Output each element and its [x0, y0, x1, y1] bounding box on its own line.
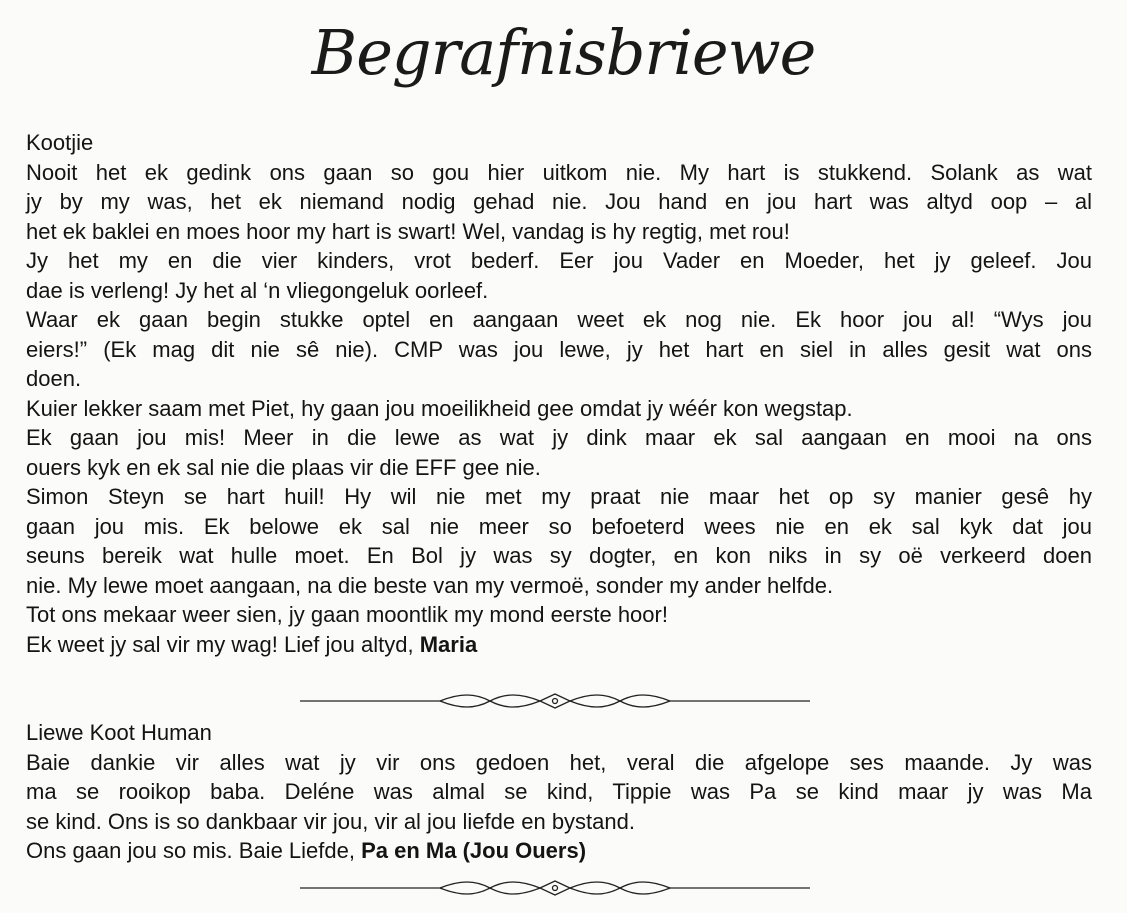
letter-line: dae is verleng! Jy het al ‘n vliegongeluk oorleef.	[26, 277, 489, 303]
letter-line: nie. My lewe moet aangaan, na die beste van my vermoë, sonder my ander helfde.	[26, 572, 834, 598]
letter-line: ouers kyk en ek sal nie die plaas vir die EFF gee nie.	[26, 454, 541, 480]
page-title: Begrafnisbriewe	[311, 16, 816, 89]
letter-line: Ek gaan jou mis! Meer in die lewe as wat jy dink maar ek sal aangaan en mooi na ons	[26, 425, 1092, 450]
letter-line: Jy het my en die vier kinders, vrot bederf. Eer jou Vader en Moeder, het jy geleef. Jou	[26, 248, 1092, 273]
letter-line: se kind. Ons is so dankbaar vir jou, vir al jou liefde en bystand.	[26, 808, 635, 834]
letter-ouers	[26, 718, 1092, 866]
letter-line: jy by my was, het ek niemand nodig gehad nie. Jou hand en jou hart was altyd oop – al	[26, 189, 1092, 214]
letter-greeting: Kootjie	[26, 130, 94, 155]
letter-line: seuns bereik wat hulle moet. En Bol jy was sy dogter, en kon niks in sy oë verkeerd doen	[26, 543, 1092, 568]
letter-line: Baie dankie vir alles wat jy vir ons gedoen het, veral die afgelope ses maande. Jy was	[26, 749, 1092, 775]
closing-text: Ons gaan jou so mis. Baie Liefde,	[26, 838, 362, 863]
letter-greeting: Liewe Koot Human	[26, 720, 212, 745]
closing-text: Ek weet jy sal vir my wag! Lief jou altyd,	[26, 631, 420, 657]
signature: Pa en Ma (Jou Ouers)	[361, 838, 587, 863]
letter-closing	[26, 630, 1092, 660]
letter-line: eiers!” (Ek mag dit nie sê nie). CMP was jou lewe, jy het hart en siel in alles gesit wat ons	[26, 336, 1092, 362]
letter-maria	[26, 128, 1092, 659]
letter-line: Waar ek gaan begin stukke optel en aangaan weet ek nog nie. Ek hoor jou al! “Wys jou	[26, 307, 1092, 332]
letter-line: gaan jou mis. Ek belowe ek sal nie meer so befoeterd wees nie en ek sal kyk dat jou	[26, 513, 1092, 539]
letter-line: Simon Steyn se hart huil! Hy wil nie met my praat nie maar het op sy manier gesê hy	[26, 484, 1092, 509]
letter-line: Tot ons mekaar weer sien, jy gaan moontlik my mond eerste hoor!	[26, 602, 668, 627]
letter-line: Nooit het ek gedink ons gaan so gou hier uitkom nie. My hart is stukkend. Solank as wat	[26, 159, 1092, 185]
signature: Maria	[419, 631, 478, 657]
letter-line: doen.	[26, 366, 82, 391]
ornament-divider-icon	[300, 877, 810, 899]
letter-closing	[26, 836, 1092, 866]
letter-line: Kuier lekker saam met Piet, hy gaan jou moeilikheid gee omdat jy wéér kon wegstap.	[26, 395, 853, 421]
letter-line: ma se rooikop baba. Deléne was almal se kind, Tippie was Pa se kind maar jy was Ma	[26, 779, 1092, 804]
letter-line: het ek baklei en moes hoor my hart is swart! Wel, vandag is hy regtig, met rou!	[26, 218, 790, 244]
ornament-divider-icon	[300, 690, 810, 712]
